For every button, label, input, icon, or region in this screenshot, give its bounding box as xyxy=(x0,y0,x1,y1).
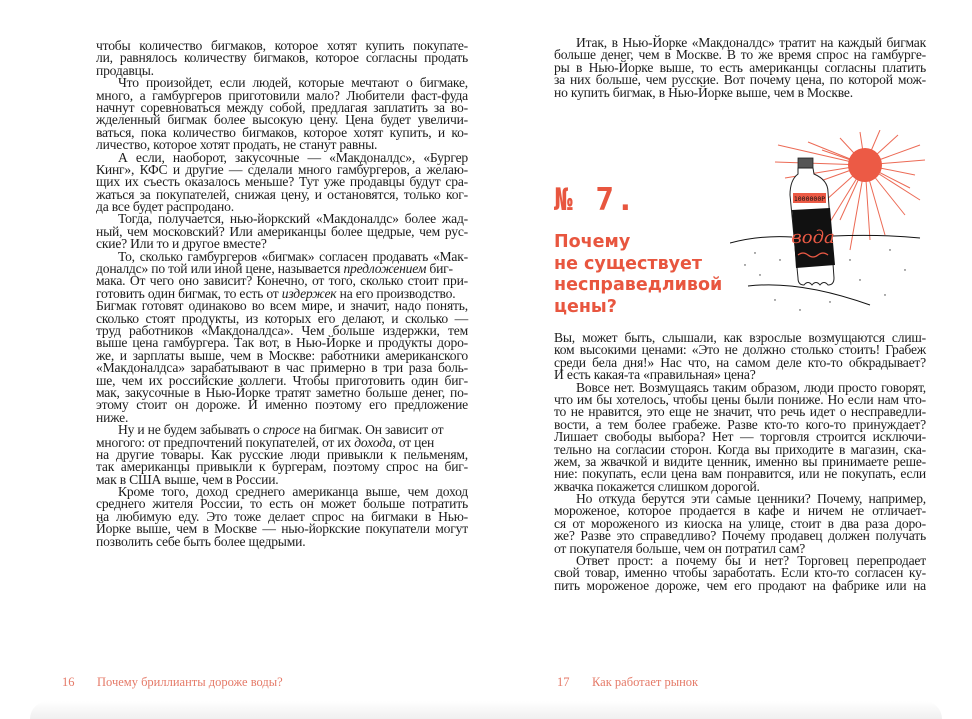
bottle-price-label: 1000000Р xyxy=(793,195,826,203)
text-line: ниже. xyxy=(96,409,129,425)
text-segment: на бигмак. Он зависит от xyxy=(299,422,444,438)
text-line: так американцы привыкли к бургерам, поэтому спрос на биг- xyxy=(96,459,468,475)
text-line: много, а гамбургеров приготовили мало? Любители фаст-фуда xyxy=(96,87,468,103)
running-title: Как работает рынок xyxy=(592,675,699,689)
text-line: «Макдоналдса» зарабатывают в час примерно в три раза боль- xyxy=(96,360,468,376)
text-line: Но откуда берутся эти самые ценники? Почему, например, xyxy=(576,491,926,507)
text-line: же, и зарплаты выше, чем в Москве: работники американского xyxy=(96,347,468,363)
page-number: 16 xyxy=(62,675,75,689)
text-segment: многого: от предпочтений покупателей, от их xyxy=(96,434,355,450)
text-line: среди бела дня!» Нас что, на самом деле кто-то обкрадывает? xyxy=(554,354,926,370)
text-line: позволить себе быть более щедрыми. xyxy=(96,533,306,549)
text-line: продавцы. xyxy=(96,62,154,78)
page-number: 17 xyxy=(557,675,570,689)
chapter-number: № 7. xyxy=(554,182,637,218)
right-page-intro xyxy=(554,37,926,99)
text-line: Вовсе нет. Возмущаясь таким образом, люди просто говорят, xyxy=(576,379,926,395)
text-line: ше, чем их российские коллеги. Чтобы приготовить один биг- xyxy=(96,372,468,388)
term-income: дохода xyxy=(354,434,393,450)
text-segment: биг- xyxy=(426,261,453,277)
text-segment: Ну и не будем забывать о xyxy=(118,422,263,438)
left-page-body xyxy=(96,40,468,548)
chapter-title-line: несправедливой xyxy=(554,275,723,295)
text-line: свой товар, именно чтобы заработать. Если кто-то согласен ку- xyxy=(554,565,926,581)
chapter-title-line: не существует xyxy=(554,253,703,274)
chapter-title xyxy=(554,232,744,318)
right-page-body xyxy=(554,332,926,592)
text-line: ный, чем московский? Или американцы более щедрые, чем рус- xyxy=(96,223,468,239)
text-line: ры в Нью-Йорке выше, то есть американцы согласны платить xyxy=(554,59,926,75)
text-line: за них больше, чем русские. Вот почему цена, по которой мож- xyxy=(554,72,926,88)
text-line: Йорке выше, чем в Москве — нью-йоркские покупатели могут xyxy=(96,521,468,537)
text-line: тельно на согласии сторон. Когда вы приходите в магазин, ска- xyxy=(554,441,926,457)
text-line: мака. От чего оно зависит? Конечно, от того, сколько стоит при- xyxy=(96,273,468,289)
text-line: труд работников «Макдоналдса». Чем больше издержки, тем xyxy=(96,322,468,338)
bottle-main-label: вода xyxy=(791,227,835,248)
text-line: Итак, в Нью-Йорке «Макдоналдс» тратит на каждый бигмак xyxy=(576,35,926,50)
text-line: что им бы хотелось, чтобы цены были пониже. Но если нам что- xyxy=(554,391,926,407)
text-line: на другие товары. Как русские люди привыкли к пельменям, xyxy=(96,446,468,462)
bottle-icon xyxy=(790,158,835,285)
text-line: жделенный бигмак более высокую цену. Цена будет увеличи- xyxy=(96,112,468,128)
text-line: же? Разве это справедливо? Почему продавец должен получать xyxy=(554,528,926,544)
text-line: мороженое, которое продается в кафе и ничем не отличает- xyxy=(554,503,926,519)
text-line: Кинг», КФС и другие — сделали много гамбургеров, а желаю- xyxy=(96,161,468,177)
text-line: мак, закусочные в Нью-Йорке тратят заметно больше денег, по- xyxy=(96,384,468,400)
text-line: мак в США выше, чем в России. xyxy=(96,471,279,487)
text-line: вости, а тем более грабеже. Разве кто-то кого-то принуждает? xyxy=(554,416,926,432)
text-line: от покупателя больше, чем он потратил сам? xyxy=(554,540,806,556)
text-segment: на его производство. xyxy=(336,285,456,301)
text-line: ли, равнялось количеству бигмаков, которое согласны продать xyxy=(96,50,468,66)
text-line: ваться, пока количество бигмаков, которое хотят купить, и ко- xyxy=(96,124,468,140)
right-page xyxy=(486,0,972,719)
text-line: пить мороженое дороже, чем его продают на фабрике или на xyxy=(554,577,926,593)
text-line: выше цена гамбургера. Так вот, в Нью-Йорке и продукты доро- xyxy=(96,335,468,351)
text-line: личество, которое хотят продать, не станут равны. xyxy=(96,137,378,153)
text-line: ся от мороженого из киоска на улице, стоит в два раза доро- xyxy=(554,515,926,531)
water-bottle-illustration xyxy=(730,130,930,320)
text-line: этому стоит он дороже. И именно поэтому его предложение xyxy=(96,397,468,413)
text-line: среднего жителя России, то есть он может больше потратить xyxy=(96,496,468,512)
text-line: на любимую еду. Это тоже делает спрос на бигмаки в Нью- xyxy=(96,508,468,524)
running-title: Почему бриллианты дороже воды? xyxy=(97,675,283,689)
term-demand: спросе xyxy=(262,422,300,438)
text-line: да все будет распродано. xyxy=(96,199,234,215)
term-costs: издержек xyxy=(281,285,337,301)
text-line: ком высокими ценами: «Это не должно столько стоить! Грабеж xyxy=(554,342,926,358)
text-line: ские? Или то и другое вместе? xyxy=(96,236,267,252)
text-segment: , от цен xyxy=(392,434,435,450)
text-line: ние: покупать, если цена вам понравится, или не покупать, если xyxy=(554,466,926,482)
text-segment: готовить один бигмак, то есть от xyxy=(96,285,282,301)
text-line: жем, за жвачкой и видите ценник, именно вы принимаете реше- xyxy=(554,453,926,469)
text-line: Тогда, получается, нью-йоркский «Макдоналдс» более жад- xyxy=(118,211,468,227)
text-line: А если, наоборот, закусочные — «Макдоналдс», «Бургер xyxy=(118,149,468,165)
chapter-title-line: Почему xyxy=(554,232,631,252)
text-line: начнут соревноваться между собой, предлагая заплатить за во- xyxy=(96,99,468,115)
text-line: жвачка покажется слишком дорогой. xyxy=(554,478,760,494)
text-line: Кроме того, доход среднего американца выше, чем доход xyxy=(118,484,468,500)
text-line: чтобы количество бигмаков, которое хотят купить покупате- xyxy=(96,38,468,53)
text-line: то не нравится, это еще не значит, что речь идет о несправедли- xyxy=(554,404,926,420)
text-segment: доналдс» по той или иной цене, называется xyxy=(96,261,344,277)
text-line: То, сколько гамбургеров «бигмак» согласен продавать «Мак- xyxy=(118,248,468,264)
text-line: но купить бигмак, в Нью-Йорке выше, чем в Москве. xyxy=(554,84,853,100)
text-line: Лишает свободы выбора? Нет — торговля строится исключи- xyxy=(554,429,926,445)
text-line: Бигмак готовят одинаково во всем мире, и значит, надо понять, xyxy=(96,298,468,314)
text-line: Что произойдет, если людей, которые мечтают о бигмаке, xyxy=(118,75,468,91)
text-line: щих их съесть оказалось меньше? Тут уже продавцы будут сра- xyxy=(96,174,468,190)
text-line: жаться за покупателей, снижая цену, и остановятся, только ког- xyxy=(96,186,468,202)
text-line: И есть какая-та «правильная» цена? xyxy=(554,367,756,383)
text-line: больше денег, чем в Москве. В то же время спрос на гамбурге- xyxy=(554,47,926,63)
chapter-title-line: цены? xyxy=(554,296,617,317)
term-supply: предложением xyxy=(343,261,427,277)
text-line: Вы, может быть, слышали, как взрослые возмущаются слиш- xyxy=(554,330,926,345)
text-line: Ответ прост: а почему бы и нет? Торговец перепродает xyxy=(576,553,926,569)
text-line: сколько стоят продукты, из которых его делают, и сколько — xyxy=(96,310,468,326)
